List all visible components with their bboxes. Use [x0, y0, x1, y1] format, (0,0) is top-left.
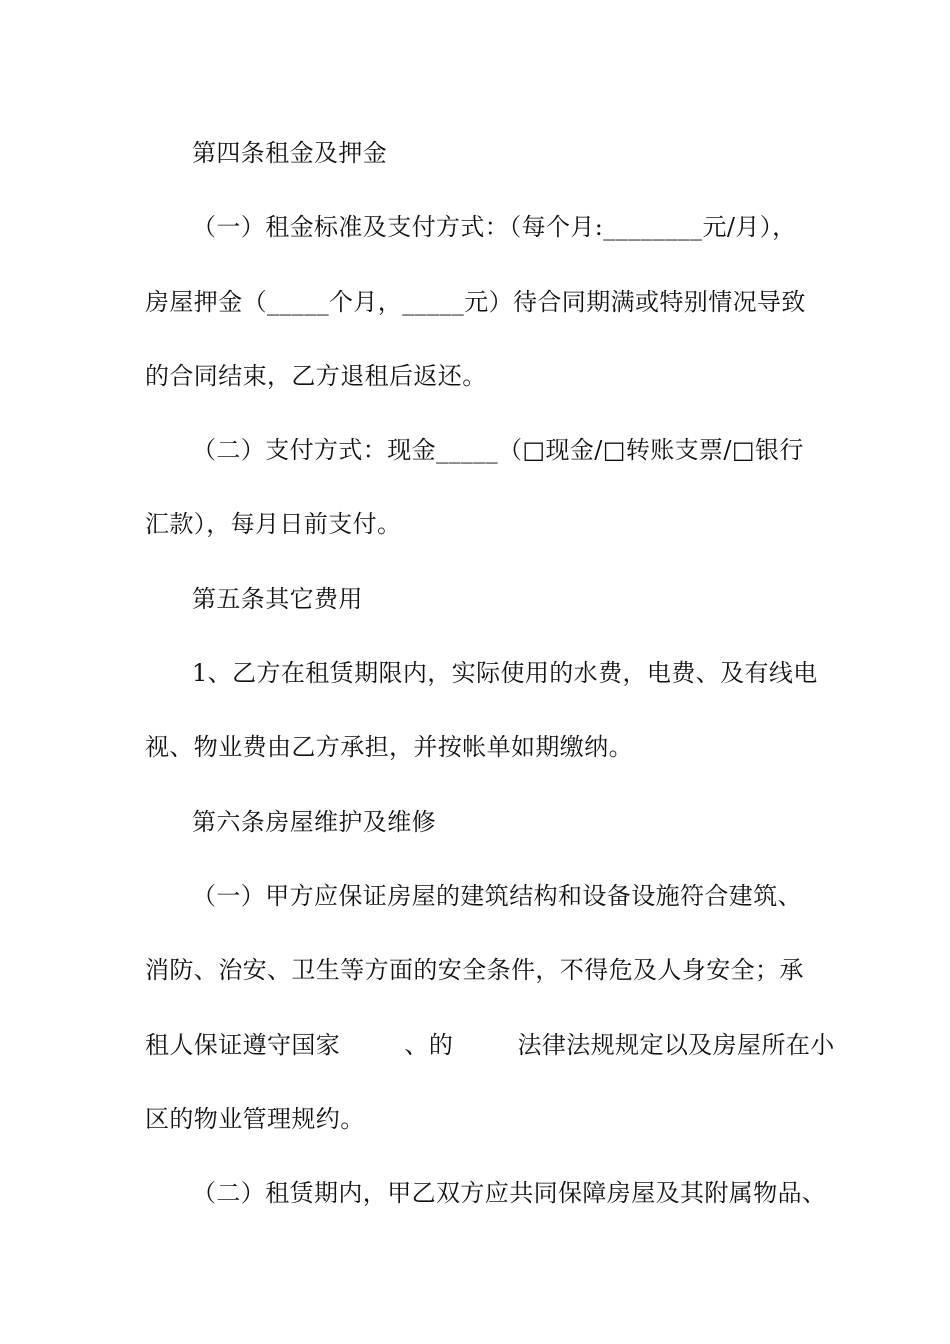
paragraph-line: 区的物业管理规约。	[145, 1105, 365, 1133]
paragraph-line: 1、乙方在租赁期限内，实际使用的水费，电费、及有线电	[192, 659, 818, 687]
paragraph-line: 视、物业费由乙方承担，并按帐单如期缴纳。	[145, 733, 633, 761]
section-heading-other-fees: 第五条其它费用	[192, 585, 363, 613]
paragraph-line: （一）租金标准及支付方式：（每个月:________元/月），	[192, 213, 797, 241]
paragraph-line: （二）租赁期内，甲乙双方应共同保障房屋及其附属物品、	[192, 1179, 827, 1207]
paragraph-line: 汇款），每月日前支付。	[145, 510, 402, 538]
section-heading-rent-deposit: 第四条租金及押金	[192, 139, 388, 167]
paragraph-line: （一）甲方应保证房屋的建筑结构和设备设施符合建筑、	[192, 882, 802, 910]
paragraph-line: （二）支付方式：现金_____（□现金/□转账支票/□银行	[192, 436, 804, 464]
paragraph-line: 的合同结束，乙方退租后返还。	[145, 362, 487, 390]
section-heading-maintenance: 第六条房屋维护及维修	[192, 808, 436, 836]
paragraph-line: 房屋押金（_____个月，_____元）待合同期满或特别情况导致	[145, 288, 806, 316]
paragraph-line: 消防、治安、卫生等方面的安全条件，不得危及人身安全；承	[145, 956, 804, 984]
paragraph-line: 租人保证遵守国家 、的 法律法规规定以及房屋所在小	[145, 1031, 835, 1059]
